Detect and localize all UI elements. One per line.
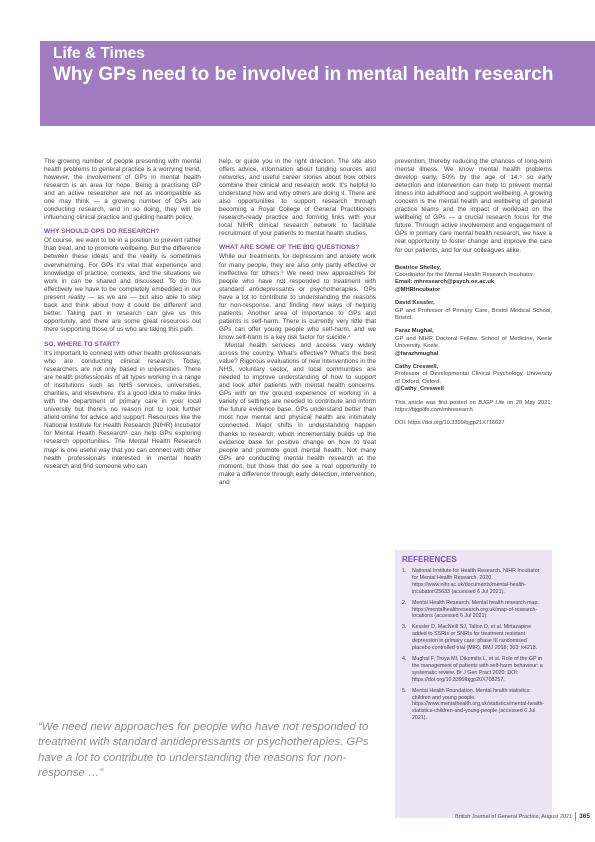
reference-number: 5.	[402, 687, 407, 694]
references-list	[402, 568, 545, 722]
author-email-link[interactable]: Email: mhresearch@psych.ox.ac.uk	[395, 279, 495, 286]
reference-text: Mental Health Foundation. Mental health statistics: children and young people. https://www.mentalhealth.org.uk/statistics/mental-health-statistics-children-and-young-people (accessed 6 Jul 2021).	[412, 687, 545, 722]
citation-prefix: This article was first posted on	[395, 399, 479, 406]
reference-item	[402, 600, 545, 621]
reference-text: Kessler D, MacNeill SJ, Tallon D, et al. Mirtazapine added to SSRIs or SNRIs for treatment resistant depression in primary care: phase III randomised placebo controlled trial (MIR). BMJ 2018; 363: k4218.	[412, 624, 538, 652]
reference-text: National Institute for Health Research. NIHR Incubator for Mental Health Research. 2020. https://www.nihr.ac.uk/documents/mental-health-incubator/25633 (accessed 6 Jul 2021).	[412, 568, 540, 595]
subheading: WHAT ARE SOME OF THE BIG QUESTIONS?	[219, 244, 360, 252]
references-title: REFERENCES	[402, 555, 457, 564]
author-name: Faraz Mughal,	[395, 328, 434, 335]
paragraph: The growing number of people presenting with mental health problems to general practice is a worrying trend, however, the involvement of GPs in mental health research is an area for hope. Being a practising GP and an active researcher are not as incompatible as one may think — a growing number of GPs are conducting research, and in so doing, they will be influencing clinical practice and guiding health policy.	[44, 158, 201, 222]
paragraph: help, or guide you in the right direction. The site also offers advice, information about funding sources and networks, and useful career stories about how others combine their clinical and research work. It's helpful to understand how and why others are doing it. There are also opportunities to support research through becoming a Royal College of General Practitioners research-ready practice and forming links with your local NIHR clinical research network to facilitate recruitment of your patients to mental health studies.	[219, 158, 376, 238]
reference-item	[402, 688, 545, 723]
column-2	[219, 158, 376, 487]
reference-number: 1.	[402, 568, 407, 574]
paragraph: While our treatments for depression and anxiety work for many people, they are also only partly effective or ineffective for others.³ We need new approaches for people who have not responded to treatment with standard antidepressants or psychotherapies. GPs have a lot to contribute to understanding the reasons for non-response, and finding new ways of helping patients. Another area of importance to GPs and patients is self-harm. There is currently very little that GPs can offer young people who self-harm, and we know self-harm is a key risk factor for suicide.⁴	[219, 253, 376, 341]
paragraph: Mental health services and access vary widely across the country. What's effective? What's the best value? Rigorous evaluations of new interventions in the NHS, voluntary sector, and local communities are needed to improve understanding of how to support and look after patients with mental health concerns. GPs with on the ground experience of working in a variety of settings are needed to contribute and inform the future evidence base. GPs understand better than most how mental and physical health are intimately connected. Major shifts in understanding happen thanks to research, which incrementally builds up the evidence base for positive change on how to treat people and promote good mental health. Not many GPs are conducting mental health research at the moment, but those that do see a real opportunity to make a difference through early detection, intervention, and	[219, 341, 376, 486]
paragraph: prevention, thereby reducing the chances of long-term mental illness. We know mental health problems develop early, 50% by the age of 14,⁵ so early detection and intervention can help to prevent mental illness into adulthood and support wellbeing. A growing concern is the mental health and wellbeing of general practice teams and the impact of workload on the wellbeing of GPs — a crucial research focus for the future. Through active involvement and engagement of GPs in primary care mental health research, we have a real opportunity to foster change and improve the care for our patients, and for our colleagues alike.	[395, 158, 552, 254]
reference-number: 4.	[402, 655, 407, 662]
subheading: SO, WHERE TO START?	[44, 340, 120, 348]
author-role: GP and Professor of Primary Care, Bristol Medical School, Bristol.	[395, 307, 552, 321]
article-title: Why GPs need to be involved in mental health research	[53, 64, 554, 85]
reference-item	[402, 568, 545, 596]
reference-item	[402, 656, 545, 684]
column-1	[44, 158, 201, 471]
reference-number: 3.	[402, 624, 407, 631]
doi-link[interactable]: DOI: https://doi.org/10.3399/bjgp21X716627	[395, 420, 505, 427]
subheading: WHY SHOULD GPS DO RESEARCH?	[44, 228, 160, 236]
author-block	[395, 265, 552, 295]
author-block	[395, 364, 552, 394]
author-twitter-link[interactable]: @Cathy_Creswell	[395, 386, 444, 393]
reference-text: Mental Health Research. Mental health research map. https://mentalhealthresearch.org.uk/map-of-research-locations (accessed 6 Jul 2021).	[412, 599, 539, 620]
author-name: Cathy Creswell,	[395, 364, 439, 371]
paragraph: It's important to connect with other health professionals who are conducting clinical research. Today, researchers are not only based in universities. There are health professionals of all types working in a range of institutions such as NHS services, universities, charities, and elsewhere. It's a good idea to make links with the department of primary care in your local university but there's no reason not to look further afield online for advice and support. Resources like the National Institute for Health Research (NIHR) Incubator for Mental Health Research¹ can help GPs exploring research opportunities. The Mental Health Research map² is one useful way that you can connect with other health professionals interested in mental health research and find someone who can	[44, 349, 201, 470]
author-role: GP and NIHR Doctoral Fellow, School of Medicine, Keele University, Keele.	[395, 335, 552, 350]
footer-divider	[575, 812, 576, 821]
citation-suffix[interactable]: on 28 May 2021; https://bjgplife.com/mhresearch	[395, 399, 552, 414]
author-twitter-link[interactable]: @MHRIncubator	[395, 286, 441, 293]
author-block	[395, 328, 552, 358]
reference-text: Mughal F, Troya MI, Dikomitis L, et al. Role of the GP in the management of patients with self-harm behaviour: a systematic review. Br J Gen Pract 2020; DOI: https://doi.org/10.3399/bjgp20X708257.	[412, 655, 543, 683]
citation-journal: BJGP Life	[478, 399, 505, 406]
reference-number: 2.	[402, 599, 407, 606]
references-box	[395, 550, 552, 818]
citation-note	[395, 400, 552, 415]
page-number: 365	[579, 812, 590, 820]
author-block	[395, 300, 552, 322]
author-twitter-link[interactable]: @farazhmughal	[395, 350, 439, 357]
author-name: Beatrice Shelley,	[395, 264, 441, 271]
paragraph: Of course, we want to be in a position to prevent rather than treat, and to promote wellbeing. But the difference between these ideals and the reality is sometimes overwhelming. For GPs it's vital that experience and knowledge of practice, contexts, and the situations we work in can be shared and discussed. To do this effectively we have to be completely embedded in our present reality — as we are — but also able to step back and think about how it could be different and better. Taking part in research can give us this opportunity, and there are some great resources out there supporting those of us who are taking this path.	[44, 237, 201, 333]
pull-quote: “We need new approaches for people who have not responded to treatment with standard antidepressants or psychotherapies. GPs have a lot to contribute to understanding the reasons for non-response …”	[38, 721, 369, 779]
author-name: David Kessler,	[395, 300, 435, 307]
journal-name: British Journal of General Practice, August 2021	[455, 813, 573, 820]
column-3	[395, 158, 552, 428]
page-footer	[390, 812, 590, 821]
author-role: Coordinator for the Mental Health Research Incubator.	[395, 271, 535, 278]
reference-item	[402, 624, 545, 652]
article-header	[40, 41, 595, 126]
author-role: Professor of Developmental Clinical Psychology, University of Oxford, Oxford.	[395, 371, 552, 385]
section-label: Life & Times	[53, 45, 145, 62]
